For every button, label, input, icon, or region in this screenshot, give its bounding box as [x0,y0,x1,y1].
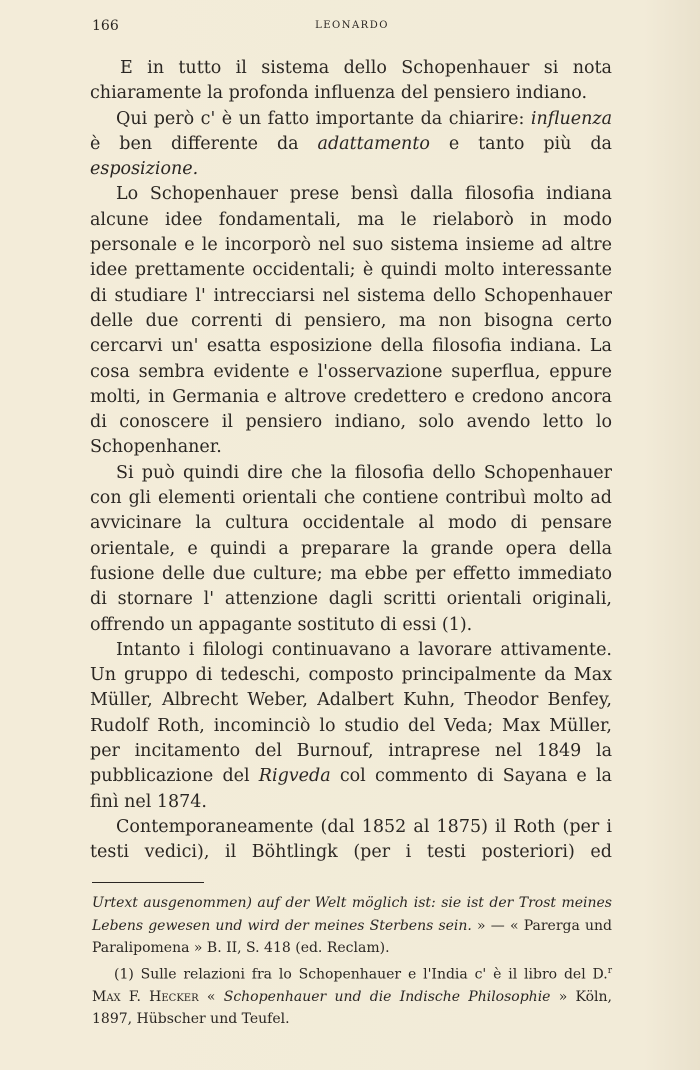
italic-title: Rigveda [258,766,331,787]
paragraph [90,107,612,183]
paragraph [90,56,612,107]
footnote-1 [92,960,612,1031]
page-header [92,18,612,40]
book-title: Schopenhauer und die Indische Philosophie [223,988,551,1005]
italic-quote: Urtext ausgenommen) auf der Welt möglich ist: sie ist der Trost meines Lebens gewesen und wird der meines Sterbens sein. [92,895,612,934]
paragraph [90,182,612,460]
text-run: è ben differente da [90,133,318,154]
author-name: Max F. Hecker [92,988,199,1005]
italic-term: adattamento [317,133,430,154]
body-text [90,56,612,866]
text-run: Contemporaneamente (dal 1852 al 1875) il Roth (per i testi vedici), il Böhtlingk (per i testi posteriori) ed [90,816,612,863]
paragraph [90,461,612,638]
superscript: r [607,965,612,976]
running-title: LEONARDO [315,20,389,31]
text-run: Lo Schopenhauer prese bensì dalla filosofia indiana alcune idee fondamentali, ma le rielaborò in modo personale e le incorporò nel suo sistema insieme ad altre idee prettamente occidentali; è quindi molto interessante di studiare l' intrecciarsi nel sistema dello Schopenhauer delle due correnti di pensiero, ma non bisogna certo cercarvi un' esatta esposizione della filosofia indiana. La cosa sembra evidente e l'osservazione superflua, eppure molti, in Germania e altrove credettero e credono ancora di conoscere il pensiero indiano, solo avendo letto lo Schopenhaner. [90,184,612,458]
italic-term: influenza [530,108,612,129]
text-run: col commento di Sayana e la finì nel 1874. [90,766,612,812]
text-run: E in tutto il sistema dello Schopenhauer si nota chiaramente la profonda influenza del pensiero indiano. [90,58,612,104]
text-run: Si può quindi dire che la filosofia dello Schopenhauer con gli elementi orientali che contiene contribuì molto ad avvicinare la cultura occidentale al modo di pensare orientale, e quindi a preparare la grande opera della fusione delle due culture; ma ebbe per effetto immediato di stornare l' attenzione dagli scritti orientali originali, offrendo un appagante sostituto di essi (1). [90,462,612,635]
text-run: » — « Parerga und Paralipomena » B. II, S. 418 (ed. Reclam). [92,917,612,956]
italic-term: esposizione. [90,159,199,180]
text-run: Qui però c' è un fatto importante da chiarire: [116,108,531,129]
paragraph [90,638,612,815]
paragraph [90,815,612,866]
text-run: Intanto i filologi continuavano a lavorare attivamente. Un gruppo di tedeschi, composto principalmente da Max Müller, Albrecht Weber, Adalbert Kuhn, Theodor Benfey, Rudolf Roth, incominciò lo studio del Veda; Max Müller, per incitamento del Burnouf, intraprese nel 1849 la pubblicazione del [90,639,612,787]
text-run: e tanto più da [429,133,612,154]
footnote-continuation [92,892,612,960]
footnotes [92,892,612,1031]
page-number: 166 [92,18,119,34]
text-run: « [198,988,224,1005]
text-run: » Köln, 1897, Hübscher und Teufel. [92,988,613,1028]
footnote-divider [92,882,204,883]
text-run: (1) Sulle relazioni fra lo Schopenhauer e l'India c' è il libro del D. [114,966,608,983]
